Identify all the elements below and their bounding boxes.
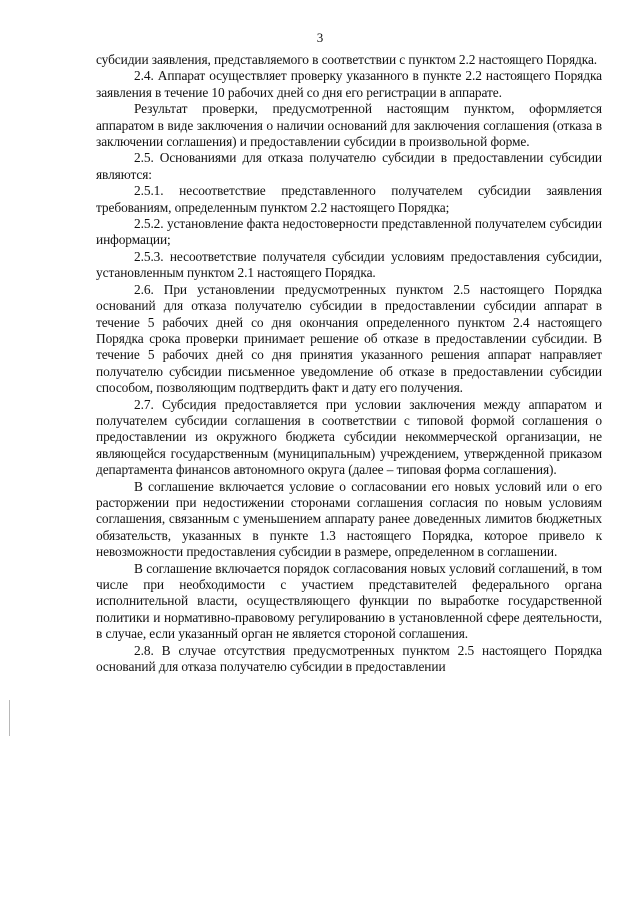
paragraph-continuation: субсидии заявления, представляемого в соответствии с пунктом 2.2 настоящего Порядка.	[96, 52, 598, 67]
paragraph-2-5-1: 2.5.1. несоответствие представленного получателем субсидии заявления требованиям, определенным пунктом 2.2 настоящего Порядка;	[96, 183, 602, 215]
paragraph-agreement-conditions: В соглашение включается условие о согласовании его новых условий или о его расторжении при недостижении сторонами соглашения согласия по новым условиям соглашения, связанным с уменьшением аппарату ранее доведенных лимитов бюджетных обязательств, указанных в пункте 1.3 настоящего Порядка, которое привело к невозможности предоставления субсидии в размере, определенном в соглашении.	[96, 478, 602, 560]
page-number: 3	[316, 30, 324, 45]
paragraph-2-7: 2.7. Субсидия предоставляется при условии заключения между аппаратом и получателем субсидии соглашения в соответствии с типовой формой соглашения о предоставлении из окружного бюджета субсидии некоммерческой организации, не являющейся государственным (муниципальным) учреждением, утвержденной приказом департамента финансов автономного округа (далее – типовая форма соглашения).	[96, 396, 602, 478]
paragraph-2-5: 2.5. Основаниями для отказа получателю субсидии в предоставлении субсидии являются:	[96, 150, 602, 182]
paragraph-2-5-2: 2.5.2. установление факта недостоверности представленной получателем субсидии информации;	[96, 216, 602, 248]
paragraph-2-4: 2.4. Аппарат осуществляет проверку указанного в пункте 2.2 настоящего Порядка заявления в течение 10 рабочих дней со дня его регистрации в аппарате.	[96, 68, 602, 100]
paragraph-2-6: 2.6. При установлении предусмотренных пунктом 2.5 настоящего Порядка оснований для отказа получателю субсидии в предоставлении субсидии аппарат в течение 5 рабочих дней со дня окончания определенного пунктом 2.4 настоящего Порядка срока проверки принимает решение об отказе в предоставлении субсидии. В течение 5 рабочих дней со дня принятия указанного решения аппарат направляет получателю субсидии письменное уведомление об отказе в предоставлении субсидии способом, позволяющим подтвердить факт и дату его получения.	[96, 281, 602, 396]
document-body	[96, 52, 602, 675]
paragraph-agreement-approval: В соглашение включается порядок согласования новых условий соглашений, в том числе при необходимости с участием представителей федерального органа исполнительной власти, осуществляющего функции по выработке государственной политики и нормативно-правовому регулированию в установленной сфере деятельности, в случае, если указанный орган не является стороной соглашения.	[96, 560, 602, 642]
paragraph-check-result: Результат проверки, предусмотренной настоящим пунктом, оформляется аппаратом в виде заключения о наличии оснований для заключения соглашения (отказа в заключении соглашения) и предоставлении субсидии в произвольной форме.	[96, 101, 602, 150]
paragraph-2-8: 2.8. В случае отсутствия предусмотренных пунктом 2.5 настоящего Порядка оснований для отказа получателю субсидии в предоставлении	[96, 642, 602, 675]
scan-margin-mark	[9, 700, 10, 736]
paragraph-2-5-3: 2.5.3. несоответствие получателя субсидии условиям предоставления субсидии, установленным пунктом 2.1 настоящего Порядка.	[96, 248, 602, 281]
